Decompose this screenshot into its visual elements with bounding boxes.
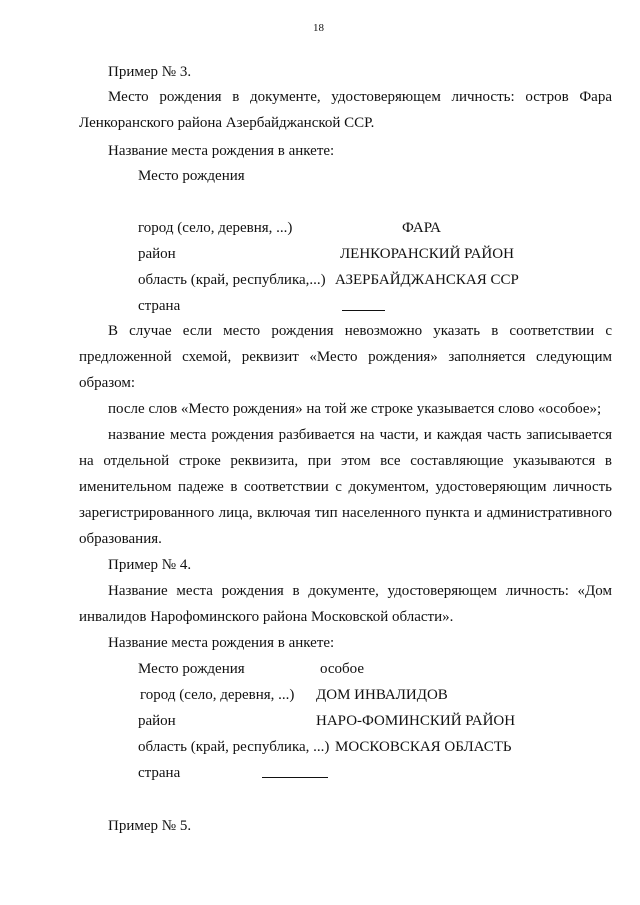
rules-p3-line3: именительном падеже в соответствии с документом, удостоверяющим личность <box>79 479 612 495</box>
example4-district-value: НАРО-ФОМИНСКИЙ РАЙОН <box>316 713 516 729</box>
example3-line1: Место рождения в документе, удостоверяющем личность: остров Фара <box>108 89 612 105</box>
example3-birthplace-label: Место рождения <box>138 168 245 184</box>
example4-line1: Название места рождения в документе, удостоверяющем личность: «Дом <box>108 583 612 599</box>
example4-district-label: район <box>138 713 176 729</box>
example3-country-blank-line <box>342 310 385 311</box>
example3-heading: Пример № 3. <box>108 64 192 80</box>
example4-city-value: ДОМ ИНВАЛИДОВ <box>316 687 448 703</box>
rules-p1-line1: В случае если место рождения невозможно указать в соответствии с <box>108 323 612 339</box>
example3-district-label: район <box>138 246 176 262</box>
rules-p3-line5: образования. <box>79 531 162 547</box>
example4-region-value: МОСКОВСКАЯ ОБЛАСТЬ <box>335 739 512 755</box>
rules-p1-line2: предложенной схемой, реквизит «Место рождения» заполняется следующим <box>79 349 612 365</box>
example4-birthplace-label: Место рождения <box>138 661 245 677</box>
rules-p3-line1: название места рождения разбивается на части, и каждая часть записывается <box>108 427 612 443</box>
example4-region-label: область (край, республика, ...) <box>138 739 330 755</box>
example4-country-label: страна <box>138 765 181 781</box>
rules-p3-line2: на отдельной строке реквизита, при этом все составляющие указываются в <box>79 453 612 469</box>
example4-line2: инвалидов Нарофоминского района Московской области». <box>79 609 454 625</box>
rules-p2: после слов «Место рождения» на той же строке указывается слово «особое»; <box>108 401 602 417</box>
rules-p1-line3: образом: <box>79 375 136 391</box>
page-number: 18 <box>313 22 324 34</box>
example3-form-title: Название места рождения в анкете: <box>108 143 335 159</box>
example3-country-label: страна <box>138 298 181 314</box>
rules-p3-line4: зарегистрированного лица, включая тип населенного пункта и административного <box>79 505 612 521</box>
example4-birthplace-value: особое <box>320 661 365 677</box>
example4-city-label: город (село, деревня, ...) <box>140 687 295 703</box>
example3-line2: Ленкоранского района Азербайджанской ССР. <box>79 115 375 131</box>
example3-region-label: область (край, республика,...) <box>138 272 326 288</box>
example3-district-value: ЛЕНКОРАНСКИЙ РАЙОН <box>340 246 514 262</box>
example4-country-blank-line <box>262 777 328 778</box>
example3-region-value: АЗЕРБАЙДЖАНСКАЯ ССР <box>335 272 519 288</box>
example3-city-label: город (село, деревня, ...) <box>138 220 293 236</box>
example4-heading: Пример № 4. <box>108 557 192 573</box>
example5-heading: Пример № 5. <box>108 818 192 834</box>
example3-city-value: ФАРА <box>402 220 441 236</box>
example4-form-title: Название места рождения в анкете: <box>108 635 335 651</box>
